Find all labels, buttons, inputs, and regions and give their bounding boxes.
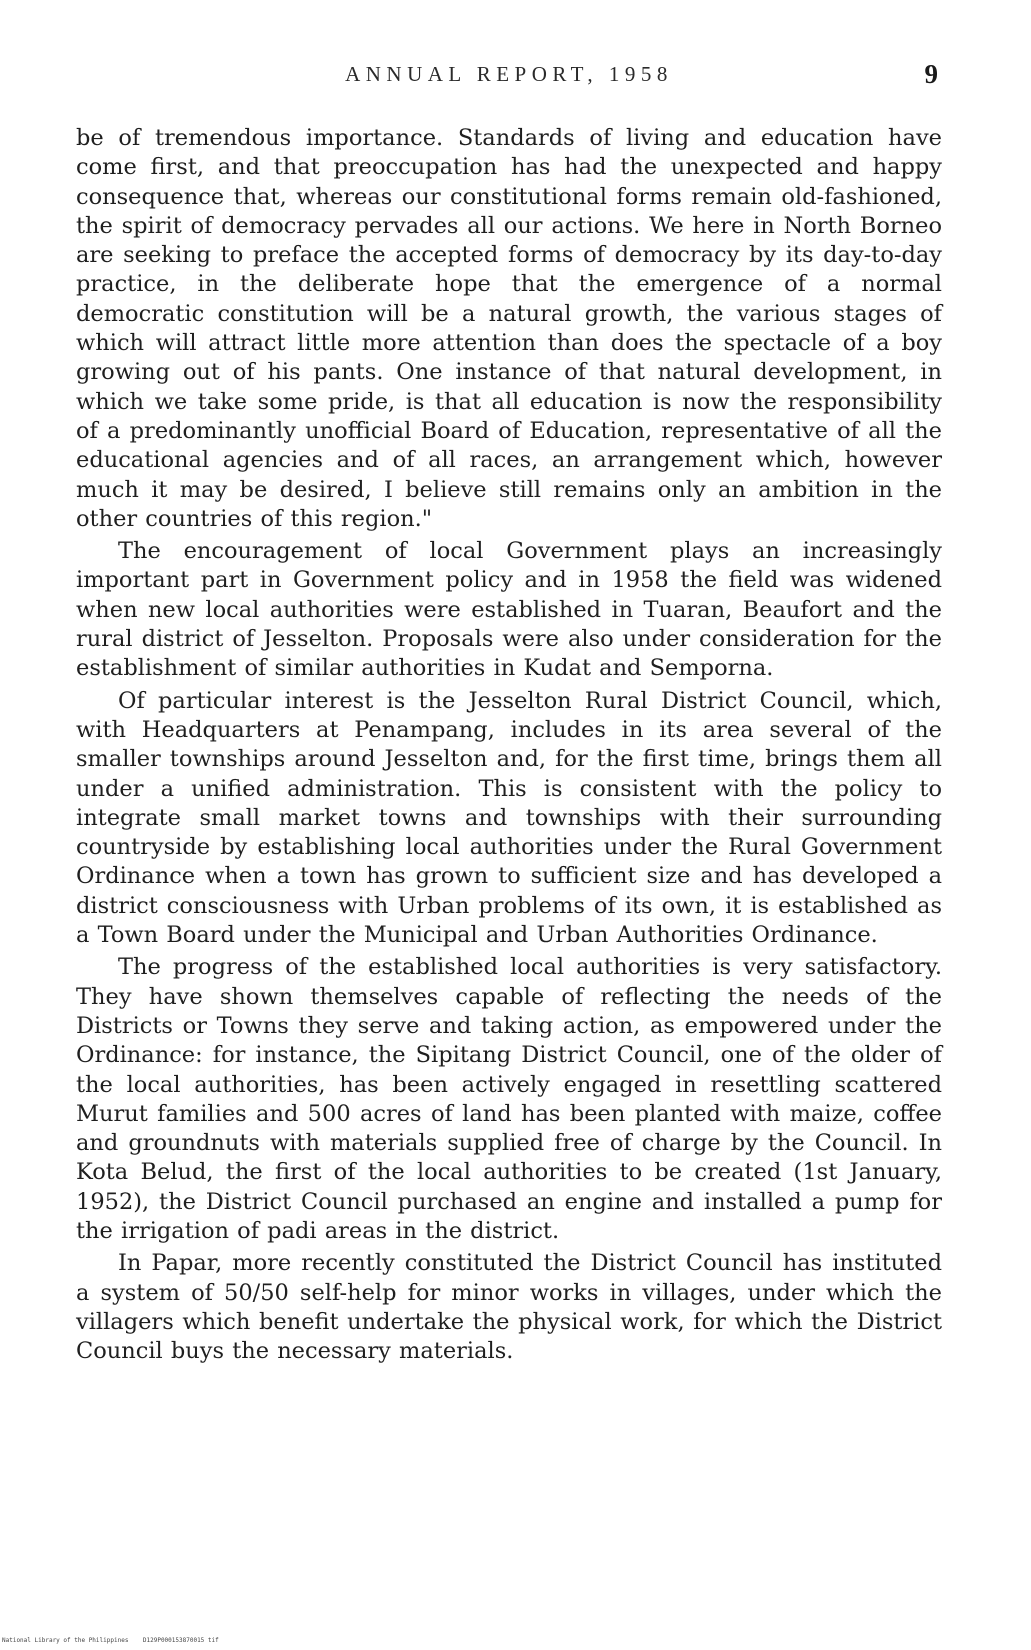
paragraph-local-government: The encouragement of local Government plays an increasingly important part in Government policy and in 1958 the field was widened when new local authorities were established in Tuaran, Beaufort and the rural district of Jesselton. Proposals were also under consideration for the establishment of similar authorities in Kudat and Semporna. xyxy=(76,538,942,682)
body-text xyxy=(76,124,942,1369)
paragraph-progress: The progress of the established local authorities is very satisfactory. They have shown themselves capable of reflecting the needs of the Districts or Towns they serve and taking action, as empowered under the Ordinance: for instance, the Sipitang District Council, one of the older of the local authorities, has been actively engaged in resettling scattered Murut families and 500 acres of land has been planted with maize, coffee and groundnuts with materials supplied free of charge by the Council. In Kota Belud, the first of the local authorities to be created (1st January, 1952), the District Council purchased an engine and installed a pump for the irrigation of padi areas in the district. xyxy=(76,954,942,1244)
running-title: ANNUAL REPORT, 1958 xyxy=(345,62,673,86)
page-header xyxy=(76,59,942,102)
page-number: 9 xyxy=(924,59,938,89)
paragraph-continued-quote: be of tremendous importance. Standards of living and education have come first, and that preoccupation has had the unexpected and happy consequence that, whereas our constitutional forms remain old-fashioned, the spirit of democracy pervades all our actions. We here in North Borneo are seeking to preface the accepted forms of democracy by its day-to-day practice, in the deliberate hope that the emergence of a normal democratic constitution will be a natural growth, the various stages of which will attract little more attention than does the spectacle of a boy growing out of his pants. One instance of that natural development, in which we take some pride, is that all education is now the responsibility of a predominantly unofficial Board of Education, representative of all the educational agencies and of all races, an arrangement which, however much it may be desired, I believe still remains only an ambition in the other countries of this region." xyxy=(76,125,942,532)
scan-footer: National Library of the Philippines D129P000153870015 tif xyxy=(2,1637,219,1644)
paragraph-jesselton-council: Of particular interest is the Jesselton Rural District Council, which, with Headquarters at Penampang, includes in its area several of the smaller townships around Jesselton and, for the first time, brings them all under a unified administration. This is consistent with the policy to integrate small market towns and townships with their surrounding countryside by establishing local authorities under the Rural Government Ordinance when a town has grown to sufficient size and has developed a district consciousness with Urban problems of its own, it is established as a Town Board under the Municipal and Urban Authorities Ordinance. xyxy=(76,687,942,949)
paragraph-papar: In Papar, more recently constituted the District Council has instituted a system of 50/50 self-help for minor works in villages, under which the villagers which benefit undertake the physical work, for which the District Council buys the necessary materials. xyxy=(76,1250,942,1365)
